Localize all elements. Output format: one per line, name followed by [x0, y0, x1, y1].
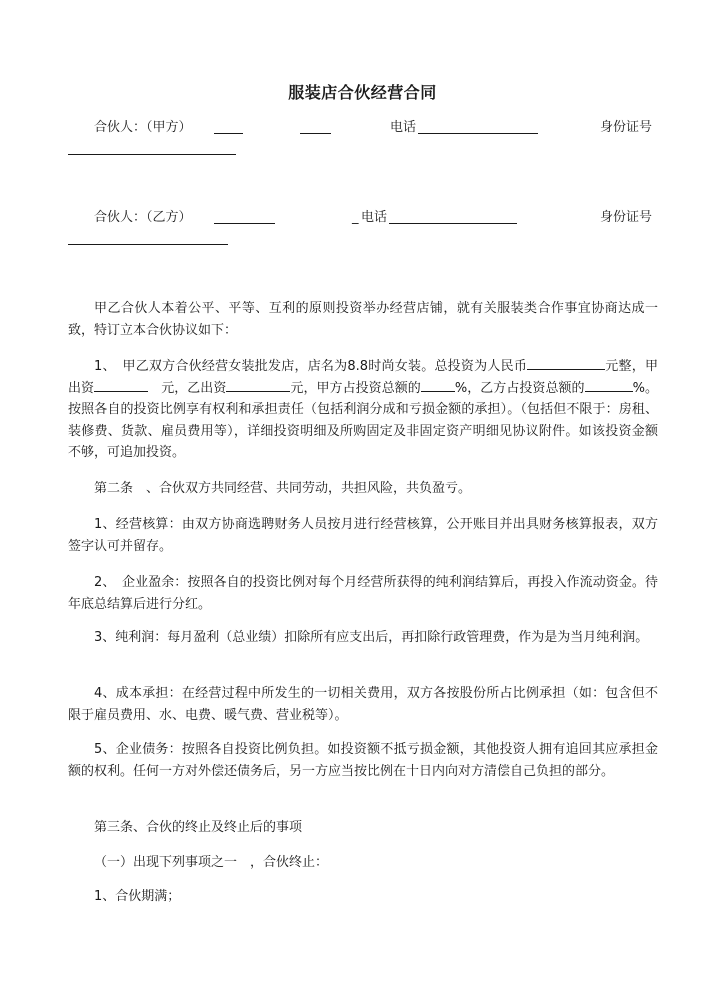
article-2-heading: 第二条 、合伙双方共同经营、共同劳动，共担风险，共负盈亏。 [94, 481, 472, 496]
party-a-phone-blank [418, 132, 538, 134]
party-b-share-blank [585, 378, 633, 392]
article-1-text-4: 元，甲方占投资总额的 [290, 380, 421, 396]
article-2-item-2: 2、 企业盈余：按照各自的投资比例对每个月经营所获得的纯利润结算后，再投入作流动资金。待年底总结算后进行分红。 [68, 575, 658, 612]
article-1-paragraph [68, 356, 658, 464]
party-a-investment-blank [94, 378, 148, 392]
party-a-share-blank [421, 378, 455, 392]
party-a-name-blank [214, 132, 243, 134]
party-a-id-label: 身份证号 [600, 120, 653, 135]
article-2-item-4: 4、成本承担：在经营过程中所发生的一切相关费用，双方各按股份所占比例承担（如：包含但不限于雇员费用、水、电费、暖气费、营业税等）。 [68, 686, 658, 723]
party-a-label: 合伙人：（甲方） [94, 120, 192, 135]
party-b-phone-blank [389, 222, 517, 224]
party-a-id-blank [68, 153, 236, 155]
article-3-sub-1: （一）出现下列事项之一 ，合伙终止： [94, 855, 329, 870]
article-1-text-5: %，乙方占投资总额的 [454, 380, 585, 396]
article-1-text-1: 1、 甲乙双方合伙经营女装批发店，店名为8.8时尚女装。总投资为人民币 [94, 359, 528, 374]
intro-paragraph: 甲乙合伙人本着公平、平等、互利的原则投资举办经营店铺，就有关服装类合作事宜协商达成一致，特订立本合伙协议如下： [68, 301, 658, 338]
article-1-text-3: 元，乙出资 [161, 380, 227, 396]
party-b-phone-label: 电话 [361, 210, 388, 225]
party-b-name-blank [214, 222, 275, 224]
article-2-item-3: 3、纯利润：每月盈利（总业绩）扣除所有应支出后，再扣除行政管理费，作为是为当月纯利润。 [94, 630, 649, 645]
party-a-name-blank-2 [300, 132, 331, 134]
article-3-item-1: 1、合伙期满； [94, 889, 181, 904]
party-b-label: 合伙人：（乙方） [94, 210, 192, 225]
article-1-text-2: 元整，甲出资 [68, 359, 658, 396]
article-3-heading: 第三条、合伙的终止及终止后的事项 [94, 820, 303, 835]
article-2-item-1: 1、经营核算：由双方协商选聘财务人员按月进行经营核算，公开账目并出具财务核算报表，双方签字认可并留存。 [68, 517, 658, 554]
party-b-investment-blank [226, 378, 290, 392]
total-investment-blank [527, 356, 605, 370]
document-title: 服装店合伙经营合同 [288, 83, 437, 102]
article-1-text-6: %。按照各自的投资比例享有权利和承担责任（包括利润分成和亏损金额的承担）。（包括但不限于：房租、装修费、货款、雇员费用等），详细投资明细及所购固定及非固定资产明细见协议附件。如该投资金额不够，可追加投资。 [68, 380, 658, 460]
party-b-id-label: 身份证号 [600, 210, 653, 225]
party-a-phone-label: 电话 [390, 120, 417, 135]
party-b-id-blank [68, 243, 228, 245]
article-2-item-5: 5、企业债务：按照各自投资比例负担。如投资额不抵亏损金额，其他投资人拥有追回其应承担金额的权利。任何一方对外偿还债务后，另一方应当按比例在十日内向对方清偿自己负担的部分。 [68, 742, 658, 779]
party-b-phone-prefix: _ [352, 210, 359, 225]
